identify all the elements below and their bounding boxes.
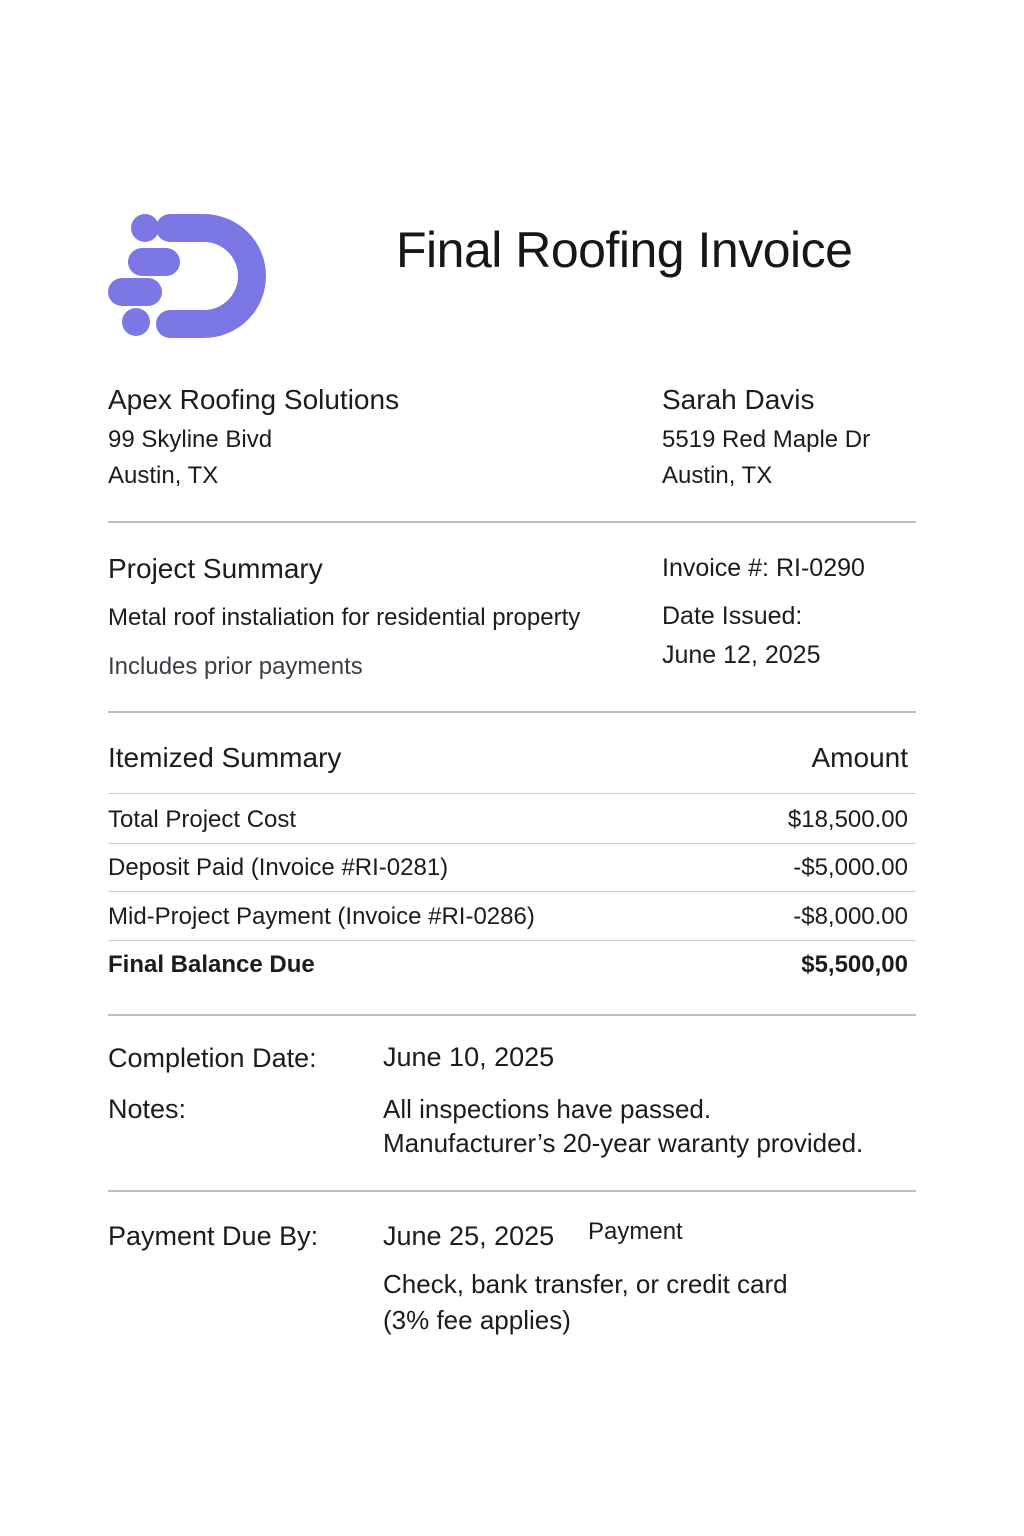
payment-due-label: Payment Due By: (108, 1221, 319, 1251)
invoice-number (662, 552, 865, 584)
line-item-amount: -$8,000.00 (793, 903, 908, 930)
amount-column-heading: Amount (811, 742, 908, 773)
divider (108, 711, 916, 713)
table-divider (108, 891, 916, 892)
project-note: Includes prior payments (108, 653, 363, 680)
client-name: Sarah Davis (662, 384, 815, 415)
invoice-number-value: RI-0290 (775, 554, 865, 582)
project-summary-heading: Project Summary (108, 553, 323, 584)
divider (108, 521, 916, 523)
company-address-line1: 99 Skyline Bivd (108, 426, 273, 453)
company-logo-d-icon (108, 212, 270, 340)
table-divider (108, 843, 916, 844)
payment-methods-line1: Check, bank transfer, or credit card (383, 1269, 788, 1299)
divider (108, 1190, 916, 1192)
line-item-label: Total Project Cost (108, 806, 297, 833)
line-item-label: Mid-Project Payment (Invoice #RI-0286) (108, 903, 535, 930)
table-divider (108, 940, 916, 941)
invoice-title: Final Roofing Invoice (396, 222, 853, 278)
client-address-line2: Austin, TX (662, 462, 773, 489)
payment-methods-line2: (3% fee applies) (383, 1305, 571, 1335)
completion-date-label: Completion Date: (108, 1043, 317, 1073)
project-description: Metal roof instaliation for residential property (108, 604, 581, 631)
company-address-line2: Austin, TX (108, 462, 219, 489)
final-balance-amount: $5,500,00 (801, 951, 908, 978)
payment-due-date: June 25, 2025 (383, 1221, 555, 1251)
notes-label: Notes: (108, 1094, 187, 1124)
company-name: Apex Roofing Solutions (108, 384, 400, 415)
payment-method-label: Payment (588, 1218, 683, 1245)
completion-date-value: June 10, 2025 (383, 1042, 555, 1072)
notes-line1: All inspections have passed. (383, 1094, 712, 1124)
final-balance-label: Final Balance Due (108, 951, 315, 978)
table-divider (108, 793, 916, 794)
notes-line2: Manufacturer’s 20-year waranty provided. (383, 1128, 864, 1158)
date-issued-label: Date Issued: (662, 602, 803, 630)
divider (108, 1014, 916, 1016)
line-item-label: Deposit Paid (Invoice #RI-0281) (108, 854, 449, 881)
line-item-amount: -$5,000.00 (793, 854, 908, 881)
client-address-line1: 5519 Red Maple Dr (662, 426, 871, 453)
invoice-number-label: Invoice #: (662, 554, 770, 582)
date-issued-value: June 12, 2025 (662, 641, 821, 669)
line-item-amount: $18,500.00 (787, 806, 908, 833)
itemized-summary-heading: Itemized Summary (108, 742, 342, 773)
company-logo (108, 212, 270, 340)
